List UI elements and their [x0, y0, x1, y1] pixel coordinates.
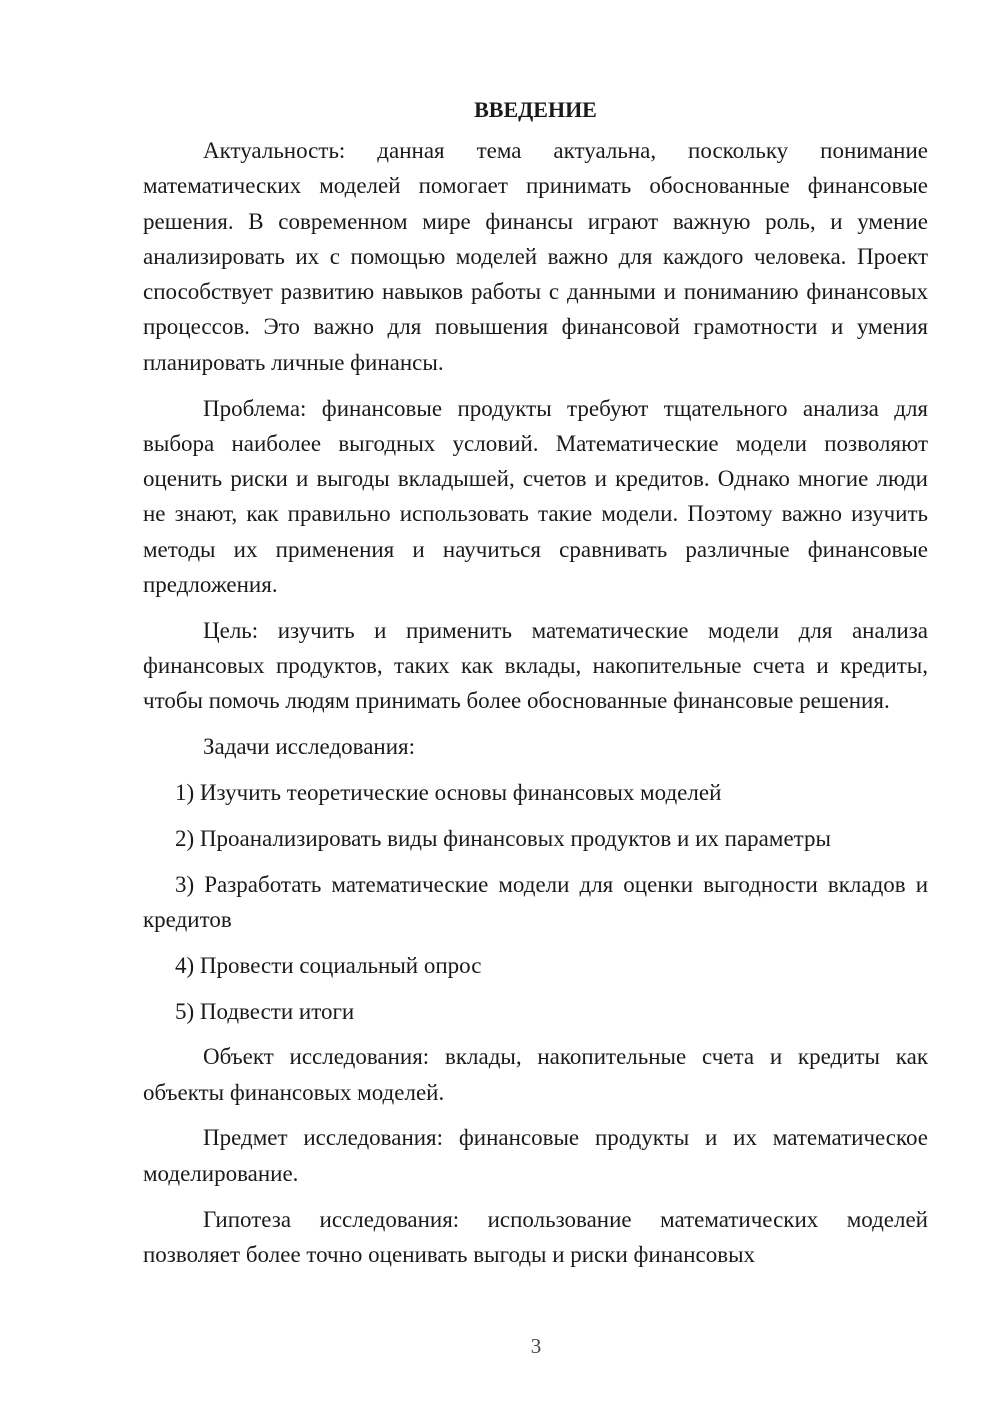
tasks-heading: Задачи исследования: [203, 734, 416, 760]
subject-paragraph: Предмет исследования: финансовые продукты и их математическое моделирование. [143, 1125, 928, 1186]
task-item-3: 3) Разработать математические модели для оценки выгодности вкладов и кредитов [143, 871, 928, 932]
problem-paragraph: Проблема: финансовые продукты требуют тщательного анализа для выбора наиболее выгодных условий. Математические модели позволяют оценить риски и выгоды вкладышей, счетов и кредитов. Однако многие люди не знают, как правильно использовать такие модели. Поэтому важно изучить методы их применения и научиться сравнивать различные финансовые предложения. [143, 395, 928, 598]
task-item-4: 4) Провести социальный опрос [175, 952, 482, 978]
task-item-2: 2) Проанализировать виды финансовых продуктов и их параметры [175, 825, 831, 851]
page-number: 3 [530, 1334, 542, 1358]
task-item-1: 1) Изучить теоретические основы финансовых моделей [175, 780, 722, 806]
page-content [143, 92, 928, 1272]
relevance-paragraph: Актуальность: данная тема актуальна, поскольку понимание математических моделей помогает принимать обоснованные финансовые решения. В современном мире финансы играют важную роль, и умение анализировать их с помощью моделей важно для каждого человека. Проект способствует развитию навыков работы с данными и пониманию финансовых процессов. Это важно для повышения финансовой грамотности и умения планировать личные финансы. [143, 138, 928, 375]
goal-paragraph: Цель: изучить и применить математические модели для анализа финансовых продуктов, таких как вклады, накопительные счета и кредиты, чтобы помочь людям принимать более обоснованные финансовые решения. [143, 617, 928, 714]
hypothesis-paragraph: Гипотеза исследования: использование математических моделей позволяет более точно оценивать выгоды и риски финансовых [143, 1206, 928, 1267]
task-item-5: 5) Подвести итоги [175, 998, 355, 1024]
object-paragraph: Объект исследования: вклады, накопительные счета и кредиты как объекты финансовых моделей. [143, 1044, 928, 1105]
section-title: ВВЕДЕНИЕ [474, 97, 597, 122]
